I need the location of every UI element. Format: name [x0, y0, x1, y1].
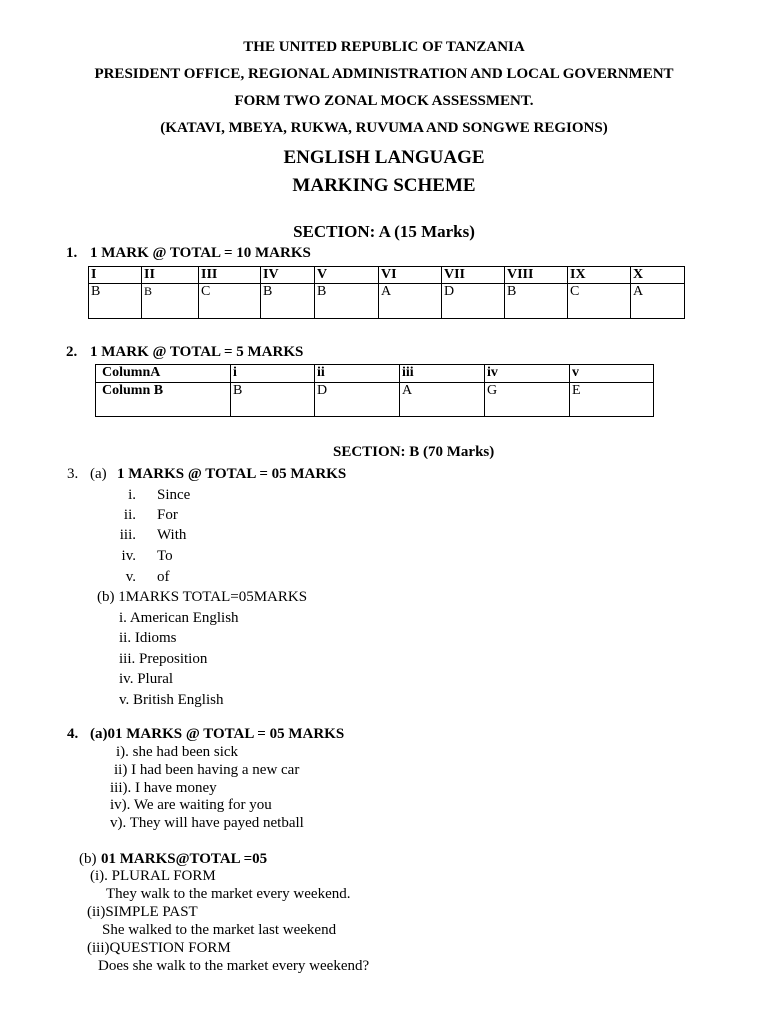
q3-number: 3.: [67, 466, 79, 482]
q3-part-a-heading: 1 MARKS @ TOTAL = 05 MARKS: [117, 466, 347, 482]
q3a-numeral: ii.: [123, 507, 136, 523]
q2-answer-cell: B: [231, 383, 315, 417]
q1-header-cell: VIII: [505, 267, 568, 284]
q2-header-cell: ii: [315, 365, 400, 383]
q4b-form-label: (iii)QUESTION FORM: [87, 940, 231, 956]
q2-answer-row: [96, 383, 654, 417]
q1-answer-cell: C: [568, 284, 631, 319]
q2-header-row: [96, 365, 654, 383]
q3a-numeral: v.: [125, 569, 136, 585]
q1-header-cell: III: [199, 267, 261, 284]
q4b-sentence: They walk to the market every weekend.: [106, 886, 351, 902]
q1-header-cell: II: [142, 267, 199, 284]
q3b-item: i. American English: [119, 610, 239, 626]
q2-column-a-label: ColumnA: [96, 365, 231, 383]
q2-header-cell: i: [231, 365, 315, 383]
header-line-2: PRESIDENT OFFICE, REGIONAL ADMINISTRATION AND LOCAL GOVERNMENT: [94, 66, 674, 82]
q1-answer-cell: B: [505, 284, 568, 319]
q3a-numeral: iv.: [121, 548, 136, 564]
q1-header-cell: I: [89, 267, 142, 284]
q1-answer-cell: C: [199, 284, 261, 319]
q2-number: 2.: [66, 344, 78, 360]
q4-part-a-heading: (a)01 MARKS @ TOTAL = 05 MARKS: [90, 726, 345, 742]
q3a-answer: Since: [157, 487, 191, 503]
q1-header-cell: VI: [379, 267, 442, 284]
q2-header-cell: iii: [400, 365, 485, 383]
q1-header-cell: V: [315, 267, 379, 284]
q2-column-b-label: Column B: [96, 383, 231, 417]
q1-header-cell: IV: [261, 267, 315, 284]
q3-part-b-heading: (b) 1MARKS TOTAL=05MARKS: [97, 589, 308, 605]
q3a-numeral: iii.: [119, 527, 136, 543]
q3a-answer: With: [157, 527, 187, 543]
document-title: MARKING SCHEME: [292, 175, 476, 196]
q1-header-cell: VII: [442, 267, 505, 284]
q1-answer-cell: B: [315, 284, 379, 319]
q2-heading: 1 MARK @ TOTAL = 5 MARKS: [90, 344, 304, 360]
q4a-item: v). They will have payed netball: [110, 815, 304, 831]
q4a-item: iii). I have money: [110, 780, 217, 796]
q3b-item: ii. Idioms: [119, 630, 177, 646]
q3a-answer: To: [157, 548, 173, 564]
q2-answer-cell: A: [400, 383, 485, 417]
q2-answer-cell: D: [315, 383, 400, 417]
q1-header-row: [89, 267, 685, 284]
q2-answer-cell: G: [485, 383, 570, 417]
q2-answer-cell: E: [570, 383, 654, 417]
q1-answer-cell: B: [142, 284, 199, 319]
q1-answer-cell: D: [442, 284, 505, 319]
header-line-1: THE UNITED REPUBLIC OF TANZANIA: [243, 39, 525, 55]
q2-header-cell: iv: [485, 365, 570, 383]
subject-title: ENGLISH LANGUAGE: [283, 147, 485, 168]
q4a-item: iv). We are waiting for you: [110, 797, 272, 813]
section-a-title: SECTION: A (15 Marks): [293, 222, 475, 241]
q3a-numeral: i.: [128, 487, 136, 503]
q4-part-b-label: (b): [79, 851, 97, 867]
q1-answer-cell: B: [89, 284, 142, 319]
q4-number: 4.: [67, 726, 79, 742]
q4a-item: i). she had been sick: [116, 744, 239, 760]
q3b-item: iii. Preposition: [119, 651, 208, 667]
q1-answer-cell: A: [631, 284, 685, 319]
q3-part-a-label: (a): [90, 466, 107, 482]
header-line-3: FORM TWO ZONAL MOCK ASSESSMENT.: [234, 93, 534, 109]
q1-answer-cell: B: [261, 284, 315, 319]
q4b-form-label: (ii)SIMPLE PAST: [87, 904, 198, 920]
q2-matching-table: [95, 364, 654, 417]
q1-header-cell: X: [631, 267, 685, 284]
q4b-form-label: (i). PLURAL FORM: [90, 868, 216, 884]
header-line-4: (KATAVI, MBEYA, RUKWA, RUVUMA AND SONGWE REGIONS): [160, 120, 608, 136]
q4a-item: ii) I had been having a new car: [114, 762, 300, 778]
q1-answer-table: [88, 266, 685, 319]
q4b-sentence: Does she walk to the market every weekend?: [98, 958, 370, 974]
q3a-answer: of: [157, 569, 170, 585]
q3b-item: v. British English: [119, 692, 224, 708]
q3b-item: iv. Plural: [119, 671, 174, 687]
q1-header-cell: IX: [568, 267, 631, 284]
q1-number: 1.: [66, 245, 78, 261]
q1-answer-cell: A: [379, 284, 442, 319]
q4-part-b-heading: 01 MARKS@TOTAL =05: [101, 851, 268, 867]
section-b-title: SECTION: B (70 Marks): [333, 444, 495, 460]
q1-answer-row: [89, 284, 685, 319]
q4b-sentence: She walked to the market last weekend: [102, 922, 337, 938]
q3a-answer: For: [157, 507, 178, 523]
q2-header-cell: v: [570, 365, 654, 383]
q1-heading: 1 MARK @ TOTAL = 10 MARKS: [90, 245, 311, 261]
